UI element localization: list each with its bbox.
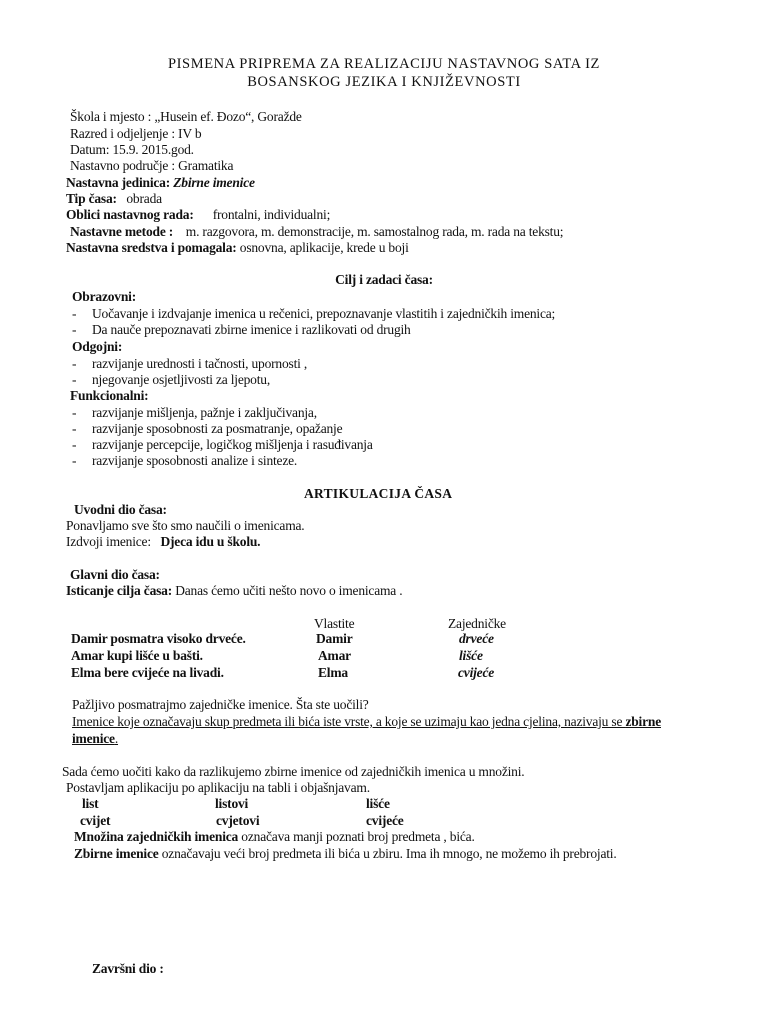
word-singular-2: cvijet bbox=[80, 813, 111, 828]
list-item bbox=[72, 422, 76, 436]
articulation-heading: ARTIKULACIJA ČASA bbox=[304, 486, 453, 501]
goal-value: Danas ćemo učiti nešto novo o imenicama . bbox=[175, 583, 403, 598]
plural-text: označava manji poznati broj predmeta , bića. bbox=[241, 829, 475, 844]
definition-bold-2: imenice bbox=[72, 731, 115, 746]
bullet: - bbox=[72, 437, 77, 452]
word-plural-1: listovi bbox=[215, 796, 249, 811]
word-collective-2: cvijeće bbox=[366, 813, 404, 828]
functional-item-3: razvijanje percepcije, logičkog mišljenja i rasuđivanja bbox=[92, 437, 373, 452]
educational-label: Obrazovni: bbox=[72, 289, 136, 304]
intro-line-2-value: Djeca idu u školu. bbox=[160, 534, 261, 549]
list-item bbox=[72, 438, 76, 452]
page-title-line-1: PISMENA PRIPREMA ZA REALIZACIJU NASTAVNOG SATA IZ bbox=[167, 56, 601, 72]
aids-value: osnovna, aplikacije, krede u boji bbox=[239, 240, 409, 255]
collective-text: označavaju veći broj predmeta ili bića u zbiru. Ima ih mnogo, ne možemo ih prebrojati. bbox=[161, 846, 617, 861]
example-common-1: drveće bbox=[459, 631, 494, 646]
definition-end: . bbox=[114, 731, 119, 746]
bullet: - bbox=[72, 372, 77, 387]
example-proper-1: Damir bbox=[316, 631, 353, 646]
goal-line bbox=[66, 584, 402, 598]
educational-item-2: Da nauče prepoznavati zbirne imenice i razlikovati od drugih bbox=[92, 322, 411, 337]
list-item bbox=[72, 323, 76, 337]
goal-label: Isticanje cilja časa: bbox=[66, 583, 173, 598]
unit-value: Zbirne imenice bbox=[173, 175, 255, 190]
list-item bbox=[72, 406, 76, 420]
type-value: obrada bbox=[126, 191, 162, 206]
plural-label: Množina zajedničkih imenica bbox=[74, 829, 239, 844]
upbringing-item-2: njegovanje osjetljivosti za ljepotu, bbox=[92, 372, 271, 387]
school-line: Škola i mjesto : „Husein ef. Đozo“, Goražde bbox=[70, 109, 302, 124]
example-common-2: lišće bbox=[459, 648, 483, 663]
date-line: Datum: 15.9. 2015.god. bbox=[70, 142, 194, 157]
methods-line bbox=[70, 225, 563, 239]
col-common-header: Zajedničke bbox=[448, 616, 506, 631]
example-sentence-1: Damir posmatra visoko drveće. bbox=[71, 631, 246, 646]
intro-label: Uvodni dio časa: bbox=[74, 502, 167, 517]
definition-line-1 bbox=[72, 715, 661, 729]
methods-label: Nastavne metode : bbox=[70, 224, 174, 239]
list-item bbox=[72, 454, 76, 468]
list-item bbox=[72, 357, 76, 371]
list-item bbox=[72, 307, 76, 321]
distinguish-line: Sada ćemo uočiti kako da razlikujemo zbirne imenice od zajedničkih imenica u množini. bbox=[62, 764, 525, 779]
educational-item-1: Uočavanje i izdvajanje imenica u rečenici, prepoznavanje vlastitih i zajedničkih imenica; bbox=[92, 306, 556, 321]
definition-text: Imenice koje označavaju skup predmeta ili bića iste vrste, a koje se uzimaju kao jedna cjelina, nazivaju se bbox=[72, 714, 626, 729]
intro-line-2 bbox=[66, 535, 260, 549]
col-proper-header: Vlastite bbox=[314, 616, 355, 631]
word-plural-2: cvjetovi bbox=[216, 813, 260, 828]
grade-line: Razred i odjeljenje : IV b bbox=[70, 126, 202, 141]
forms-line bbox=[66, 208, 330, 222]
intro-line-1: Ponavljamo sve što smo naučili o imenicama. bbox=[66, 518, 305, 533]
definition-line-2 bbox=[72, 732, 118, 746]
bullet: - bbox=[72, 453, 77, 468]
example-proper-2: Amar bbox=[318, 648, 351, 663]
plural-line bbox=[74, 830, 475, 844]
intro-line-2-label: Izdvoji imenice: bbox=[66, 534, 151, 549]
word-collective-1: lišće bbox=[366, 796, 390, 811]
example-common-3: cvijeće bbox=[458, 665, 495, 680]
word-singular-1: list bbox=[82, 796, 99, 811]
upbringing-item-1: razvijanje urednosti i tačnosti, upornosti , bbox=[92, 356, 308, 371]
methods-value: m. razgovora, m. demonstracije, m. samostalnog rada, m. rada na tekstu; bbox=[185, 224, 564, 239]
collective-line bbox=[74, 847, 617, 861]
example-sentence-2: Amar kupi lišće u bašti. bbox=[71, 648, 203, 663]
forms-label: Oblici nastavnog rada: bbox=[66, 207, 194, 222]
list-item bbox=[72, 373, 76, 387]
main-label: Glavni dio časa: bbox=[70, 567, 160, 582]
collective-label: Zbirne imenice bbox=[74, 846, 159, 861]
functional-item-4: razvijanje sposobnosti analize i sinteze. bbox=[92, 453, 298, 468]
post-line: Postavljam aplikaciju po aplikaciju na tabli i objašnjavam. bbox=[66, 780, 370, 795]
goals-heading: Cilj i zadaci časa: bbox=[335, 272, 433, 287]
bullet: - bbox=[72, 356, 77, 371]
page-title-line-2: BOSANSKOG JEZIKA I KNJIŽEVNOSTI bbox=[247, 74, 521, 90]
type-label: Tip časa: bbox=[66, 191, 117, 206]
bullet: - bbox=[72, 421, 77, 436]
bullet: - bbox=[72, 322, 77, 337]
example-proper-3: Elma bbox=[318, 665, 348, 680]
aids-label: Nastavna sredstva i pomagala: bbox=[66, 240, 237, 255]
example-sentence-3: Elma bere cvijeće na livadi. bbox=[71, 665, 224, 680]
functional-item-2: razvijanje sposobnosti za posmatranje, opažanje bbox=[92, 421, 343, 436]
unit-line bbox=[66, 176, 255, 190]
functional-item-1: razvijanje mišljenja, pažnje i zaključivanja, bbox=[92, 405, 317, 420]
bullet: - bbox=[72, 405, 77, 420]
area-line: Nastavno područje : Gramatika bbox=[70, 158, 234, 173]
upbringing-label: Odgojni: bbox=[72, 339, 123, 354]
forms-value: frontalni, individualni; bbox=[212, 207, 331, 222]
observe-line: Pažljivo posmatrajmo zajedničke imenice. Šta ste uočili? bbox=[72, 697, 369, 712]
unit-label: Nastavna jedinica: bbox=[66, 175, 171, 190]
final-label: Završni dio : bbox=[92, 961, 164, 976]
aids-line bbox=[66, 241, 409, 255]
bullet: - bbox=[72, 306, 77, 321]
type-line bbox=[66, 192, 162, 206]
definition-bold-1: zbirne bbox=[625, 714, 661, 729]
functional-label: Funkcionalni: bbox=[70, 388, 149, 403]
